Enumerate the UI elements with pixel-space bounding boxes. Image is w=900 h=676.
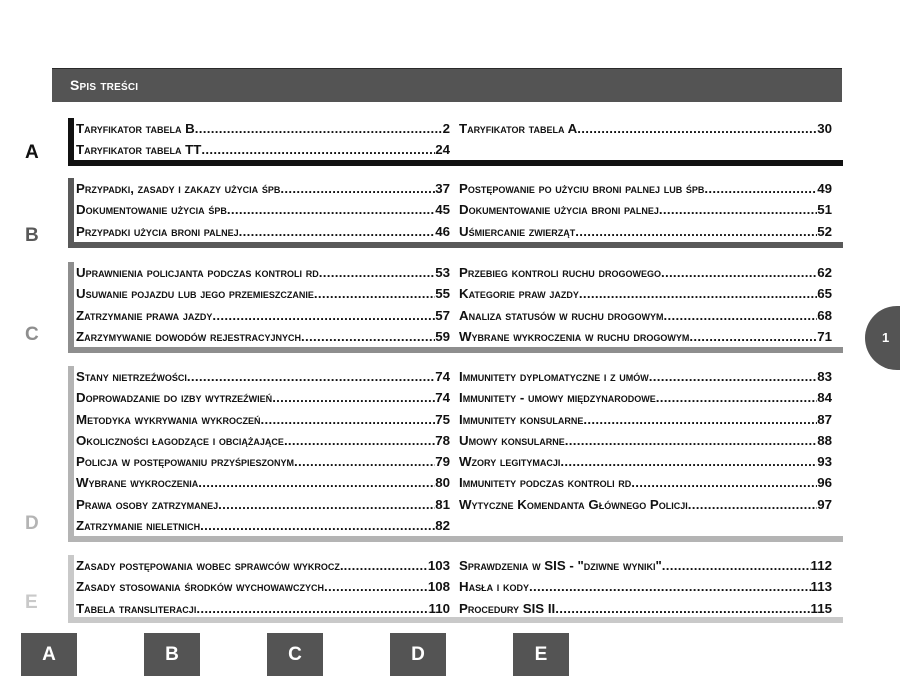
toc-column-left — [76, 118, 450, 161]
entry-page-number: 115 — [810, 600, 832, 616]
dot-leader — [218, 494, 435, 515]
entry-page-number: 74 — [435, 390, 450, 406]
toc-title: Spis treści — [70, 77, 139, 93]
toc-entry[interactable] — [76, 262, 450, 283]
toc-entry[interactable] — [76, 409, 450, 430]
toc-entry[interactable] — [459, 262, 832, 283]
dot-leader — [301, 326, 435, 347]
toc-column-left — [76, 178, 450, 242]
dot-leader — [577, 118, 817, 139]
toc-column-left — [76, 366, 450, 536]
entry-title: Taryfikator tabela TT — [76, 142, 202, 158]
entry-page-number: 65 — [817, 286, 832, 302]
entry-title: Usuwanie pojazdu lub jego przemieszczanie — [76, 286, 314, 302]
entry-page-number: 103 — [427, 558, 450, 573]
dot-leader — [314, 283, 435, 304]
section-tab-b[interactable]: B — [144, 633, 200, 676]
toc-entry[interactable] — [459, 118, 832, 139]
entry-title: Immunitety - umowy międzynarodowe — [459, 390, 656, 406]
entry-page-number: 2 — [442, 121, 450, 136]
dot-leader — [284, 430, 435, 451]
dot-leader — [529, 576, 811, 597]
entry-page-number: 59 — [435, 328, 450, 344]
toc-column-right — [459, 366, 832, 515]
entry-title: Przypadki użycia broni palnej — [76, 223, 239, 239]
entry-page-number: 87 — [817, 411, 832, 427]
entry-page-number: 112 — [810, 558, 832, 573]
dot-leader — [659, 199, 817, 220]
dot-leader — [661, 262, 817, 283]
entry-page-number: 113 — [810, 579, 832, 595]
section-tab-a[interactable]: A — [21, 633, 77, 676]
entry-title: Wytyczne Komendanta Głównego Policji — [459, 496, 688, 512]
toc-header — [52, 68, 842, 102]
entry-title: Stany nietrzeźwości — [76, 369, 187, 384]
entry-page-number: 62 — [817, 265, 832, 280]
entry-page-number: 79 — [435, 454, 450, 470]
dot-leader — [324, 576, 428, 597]
section-horizontal-bar — [68, 536, 843, 542]
toc-entry[interactable] — [459, 305, 832, 326]
entry-page-number: 37 — [435, 181, 450, 196]
entry-title: Immunitety podczas kontroli rd — [459, 475, 632, 491]
entry-page-number: 46 — [435, 223, 450, 239]
entry-page-number: 45 — [435, 202, 450, 218]
section-d — [25, 366, 843, 542]
toc-column-right — [459, 118, 832, 139]
section-a — [25, 118, 843, 166]
entry-page-number: 57 — [435, 307, 450, 323]
dot-leader — [187, 366, 435, 387]
toc-entry[interactable] — [76, 305, 450, 326]
entry-title: Okoliczności łagodzące i obciążające — [76, 432, 284, 448]
toc-column-left — [76, 555, 450, 619]
toc-entry[interactable] — [459, 178, 832, 199]
entry-title: Przebieg kontroli ruchu drogowego — [459, 265, 661, 280]
dot-leader — [649, 366, 817, 387]
entry-page-number: 75 — [435, 411, 450, 427]
section-letter: D — [25, 513, 39, 534]
entry-page-number: 81 — [435, 496, 450, 512]
entry-page-number: 96 — [817, 475, 832, 491]
entry-title: Kategorie praw jazdy — [459, 286, 579, 302]
dot-leader — [195, 118, 443, 139]
section-horizontal-bar — [68, 242, 843, 248]
toc-entry[interactable] — [459, 199, 832, 220]
section-vertical-bar — [68, 118, 74, 166]
entry-title: Taryfikator tabela B — [76, 121, 195, 136]
toc-entry[interactable] — [76, 199, 450, 220]
toc-entry[interactable] — [459, 494, 832, 515]
toc-entry[interactable] — [459, 409, 832, 430]
entry-title: Zarzymywanie dowodów rejestracyjnych — [76, 328, 302, 344]
section-horizontal-bar — [68, 160, 843, 166]
dot-leader — [200, 515, 435, 536]
entry-title: Zasady postępowania wobec sprawców wykrocz. — [76, 558, 344, 573]
toc-entry[interactable] — [76, 515, 450, 536]
entry-title: Immunitety dyplomatyczne i z umów — [459, 369, 649, 384]
toc-entry[interactable] — [459, 221, 832, 242]
section-letter: C — [25, 324, 39, 345]
entry-title: Hasła i kody — [459, 579, 529, 595]
entry-page-number: 110 — [428, 600, 450, 616]
dot-leader — [239, 221, 436, 242]
dot-leader — [196, 598, 428, 619]
dot-leader — [294, 451, 435, 472]
entry-title: Dokumentowanie użycia śpb — [76, 202, 227, 218]
toc-entry[interactable] — [459, 576, 832, 597]
toc-entry[interactable] — [76, 598, 450, 619]
toc-entry[interactable] — [76, 326, 450, 347]
section-tab-d[interactable]: D — [390, 633, 446, 676]
toc-entry[interactable] — [76, 283, 450, 304]
entry-page-number: 52 — [817, 223, 832, 239]
dot-leader — [631, 472, 817, 493]
toc-entry[interactable] — [76, 472, 450, 493]
entry-page-number: 83 — [817, 369, 832, 384]
toc-entry[interactable] — [76, 494, 450, 515]
dot-leader — [272, 387, 435, 408]
entry-title: Uprawnienia policjanta podczas kontroli rd — [76, 265, 319, 280]
toc-column-right — [459, 555, 832, 619]
section-c — [25, 262, 843, 353]
dot-leader — [344, 555, 428, 576]
entry-title: Wybrane wykroczenia w ruchu drogowym — [459, 328, 690, 344]
entry-page-number: 53 — [435, 265, 450, 280]
entry-title: Metodyka wykrywania wykroczeń — [76, 411, 261, 427]
entry-page-number: 71 — [817, 328, 832, 344]
entry-title: Przypadki, zasady i zakazy użycia śpb — [76, 181, 281, 196]
dot-leader — [212, 305, 435, 326]
toc-entry[interactable] — [459, 430, 832, 451]
toc-entry[interactable] — [459, 598, 832, 619]
entry-page-number: 55 — [435, 286, 450, 302]
dot-leader — [704, 178, 817, 199]
entry-title: Policja w postępowaniu przyśpieszonym — [76, 454, 294, 470]
dot-leader — [689, 326, 817, 347]
entry-page-number: 68 — [817, 307, 832, 323]
toc-entry[interactable] — [76, 430, 450, 451]
entry-title: Taryfikator tabela A — [459, 121, 578, 136]
entry-title: Immunitety konsularne — [459, 411, 584, 427]
entry-title: Wybrane wykroczenia — [76, 475, 199, 491]
entry-page-number: 88 — [817, 432, 832, 448]
dot-leader — [560, 451, 817, 472]
dot-leader — [280, 178, 435, 199]
dot-leader — [319, 262, 435, 283]
toc-entry[interactable] — [459, 451, 832, 472]
toc-entry[interactable] — [76, 178, 450, 199]
toc-entry[interactable] — [76, 221, 450, 242]
entry-page-number: 93 — [817, 454, 832, 470]
section-vertical-bar — [68, 555, 74, 623]
entry-page-number: 51 — [817, 202, 832, 218]
section-horizontal-bar — [68, 347, 843, 353]
dot-leader — [260, 409, 435, 430]
toc-column-right — [459, 178, 832, 242]
entry-page-number: 108 — [427, 579, 450, 595]
toc-entry[interactable] — [76, 139, 450, 160]
toc-column-right — [459, 262, 832, 347]
toc-entry[interactable] — [76, 555, 450, 576]
entry-page-number: 24 — [435, 142, 450, 158]
toc-entry[interactable] — [76, 451, 450, 472]
entry-page-number: 49 — [817, 181, 832, 196]
entry-page-number: 84 — [817, 390, 832, 406]
toc-entry[interactable] — [76, 576, 450, 597]
toc-entry[interactable] — [459, 555, 832, 576]
entry-title: Zatrzymanie prawa jazdy — [76, 307, 213, 323]
dot-leader — [201, 139, 435, 160]
entry-title: Umowy konsularne — [459, 432, 565, 448]
page-number: 1 — [882, 330, 890, 345]
section-tab-c[interactable]: C — [267, 633, 323, 676]
section-vertical-bar — [68, 366, 74, 542]
entry-page-number: 97 — [817, 496, 832, 512]
toc-entry[interactable] — [459, 283, 832, 304]
entry-page-number: 74 — [435, 369, 450, 384]
entry-title: Postępowanie po użyciu broni palnej lub śpb — [459, 181, 705, 196]
dot-leader — [656, 387, 818, 408]
dot-leader — [664, 305, 818, 326]
dot-leader — [227, 199, 435, 220]
entry-page-number: 80 — [435, 475, 450, 491]
entry-title: Zasady stosowania środków wychowawczych — [76, 579, 325, 595]
dot-leader — [555, 598, 810, 619]
entry-title: Doprowadzanie do izby wytrzeźwień — [76, 390, 273, 406]
dot-leader — [579, 283, 817, 304]
section-letter: A — [25, 142, 39, 163]
entry-title: Prawa osoby zatrzymanej — [76, 496, 219, 512]
section-letter: B — [25, 225, 39, 246]
entry-title: Analiza statusów w ruchu drogowym — [459, 307, 664, 323]
entry-page-number: 82 — [435, 518, 450, 534]
section-b — [25, 178, 843, 248]
dot-leader — [565, 430, 817, 451]
dot-leader — [575, 221, 817, 242]
dot-leader — [198, 472, 435, 493]
section-tab-e[interactable]: E — [513, 633, 569, 676]
section-letter: E — [25, 592, 38, 613]
entry-title: Zatrzymanie nieletnich — [76, 518, 201, 534]
dot-leader — [583, 409, 817, 430]
section-e — [25, 555, 843, 623]
dot-leader — [688, 494, 817, 515]
entry-title: Dokumentowanie użycia broni palnej — [459, 202, 659, 218]
page-number-tab[interactable] — [865, 306, 900, 370]
toc-entry[interactable] — [459, 472, 832, 493]
toc-entry[interactable] — [76, 118, 450, 139]
toc-entry[interactable] — [76, 387, 450, 408]
entry-page-number: 30 — [817, 121, 832, 136]
toc-entry[interactable] — [459, 366, 832, 387]
dot-leader — [662, 555, 811, 576]
toc-entry[interactable] — [76, 366, 450, 387]
toc-column-left — [76, 262, 450, 347]
entry-title: Wzory legitymacji — [459, 454, 561, 470]
entry-title: Procedury SIS II — [459, 600, 556, 616]
entry-title: Tabela transliteracji — [76, 600, 197, 616]
section-vertical-bar — [68, 178, 74, 248]
entry-title: Uśmiercanie zwierząt — [459, 223, 576, 239]
section-vertical-bar — [68, 262, 74, 353]
entry-page-number: 78 — [435, 432, 450, 448]
entry-title: Sprawdzenia w SIS - "dziwne wyniki" — [459, 558, 662, 573]
toc-entry[interactable] — [459, 326, 832, 347]
toc-entry[interactable] — [459, 387, 832, 408]
